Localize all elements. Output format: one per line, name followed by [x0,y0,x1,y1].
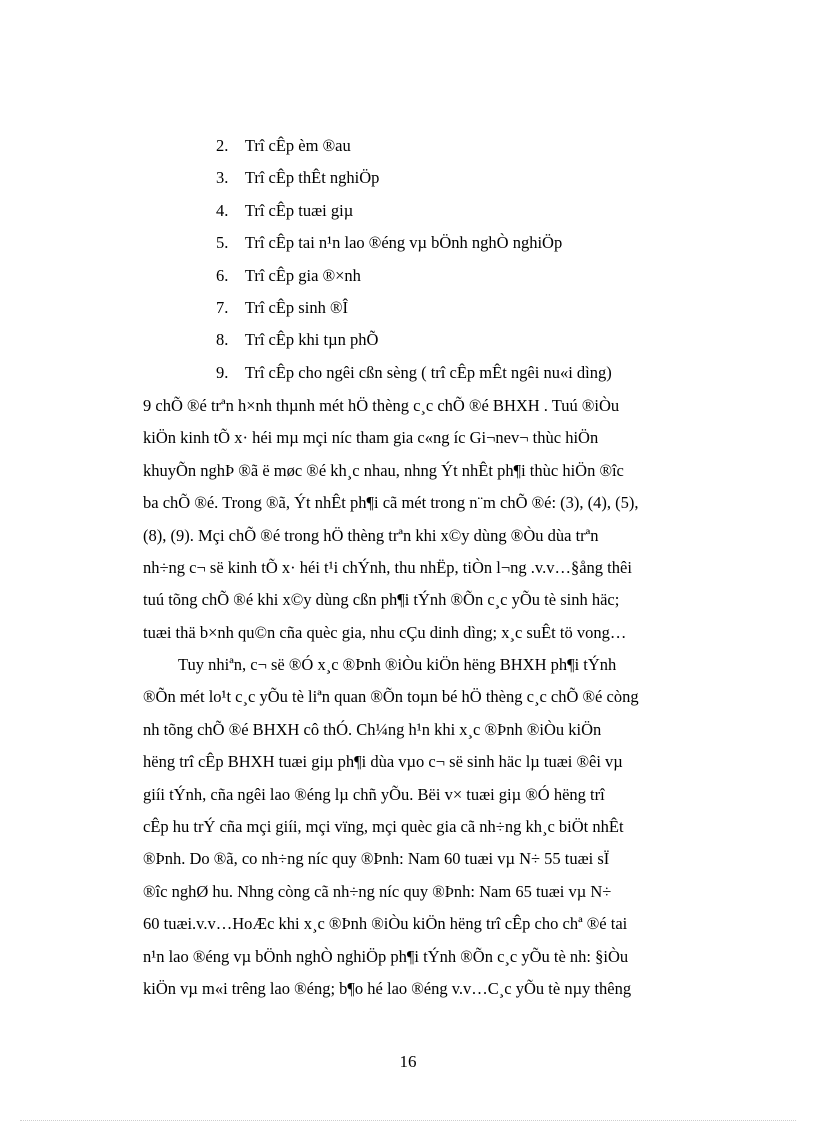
text-line: nh÷ng c¬ së kinh tÕ x· héi t¹i chÝnh, thu nhËp, tiÒn l¬ng .v.v…§ång thêi [143,557,632,577]
text-line: tuæi thä b×nh qu©n cña quèc gia, nhu cÇu dinh dìng; x¸c suÊt tö vong… [143,622,627,642]
text-line: 9 chÕ ®é trªn h×nh thµnh mét hÖ thèng c¸c chÕ ®é BHXH . Tuú ®iÒu [143,396,620,415]
paragraph-overview [143,390,723,649]
text-line: kiÖn vµ m«i trêng lao ®éng; b¶o hé lao ®éng v.v…C¸c yÕu tè nµy thêng [143,978,632,998]
text-line: ba chÕ ®é. Trong ®ã, Ýt nhÊt ph¶i cã mét trong n¨m chÕ ®é: (3), (4), (5), [143,493,639,513]
text-line: khuyÕn nghÞ ®ã ë møc ®é kh¸c nhau, nhng Ýt nhÊt ph¶i thùc hiÖn ®îc [143,460,624,480]
text-line: giíi tÝnh, cña ngêi lao ®éng lµ chñ yÕu. Bëi v× tuæi giµ ®Ó hëng trî [143,784,605,804]
paragraph-conditions [143,649,723,1005]
list-item: 8. Trî cÊp khi tµn phÕ [216,330,379,350]
text-line: ®îc nghØ hu. Nhng còng cã nh÷ng níc quy ®Þnh: Nam 65 tuæi vµ N÷ [143,881,612,901]
text-line: ®Þnh. Do ®ã, co nh÷ng níc quy ®Þnh: Nam 60 tuæi vµ N÷ 55 tuæi sÏ [143,849,610,869]
list-item: 5. Trî cÊp tai n¹n lao ®éng vµ bÖnh nghÒ nghiÖp [216,233,563,253]
list-item: 6. Trî cÊp gia ®×nh [216,265,361,285]
text-line: n¹n lao ®éng vµ bÖnh nghÒ nghiÖp ph¶i tÝnh ®Õn c¸c yÕu tè nh: §iÒu [143,946,629,966]
benefit-list [216,133,612,392]
text-line: 60 tuæi.v.v…HoÆc khi x¸c ®Þnh ®iÒu kiÖn hëng trî cÊp cho chª ®é tai [143,914,628,934]
text-line: Tuy nhiªn, c¬ së ®Ó x¸c ®Þnh ®iÒu kiÖn hëng BHXH ph¶i tÝnh [178,655,617,674]
list-item: 3. Trî cÊp thÊt nghiÖp [216,168,380,188]
text-line: ®Õn mét lo¹t c¸c yÕu tè liªn quan ®Õn toµn bé hÖ thèng c¸c chÕ ®é còng [143,687,639,707]
page-bottom-divider [20,1120,796,1121]
list-item: 2. Trî cÊp èm ®au [216,136,351,155]
text-line: tuú tõng chÕ ®é khi x©y dùng cßn ph¶i tÝnh ®Õn c¸c yÕu tè sinh häc; [143,590,620,610]
text-line: cÊp hu trÝ cña mçi giíi, mçi vïng, mçi quèc gia cã nh÷ng kh¸c biÖt nhÊt [143,816,624,836]
text-line: (8), (9). Mçi chÕ ®é trong hÖ thèng trªn khi x©y dùng ®Òu dùa trªn [143,525,599,545]
text-line: kiÖn kinh tÕ x· héi mµ mçi níc tham gia c«ng íc Gi¬nev¬ thùc hiÖn [143,428,599,448]
text-line: hëng trî cÊp BHXH tuæi giµ ph¶i dùa vµo c¬ së sinh häc lµ tuæi ®êi vµ [143,752,623,772]
text-line: nh tõng chÕ ®é BHXH cô thÓ. Ch¼ng h¹n khi x¸c ®Þnh ®iÒu kiÖn [143,719,602,739]
list-item: 9. Trî cÊp cho ngêi cßn sèng ( trî cÊp mÊt ngêi nu«i dìng) [216,362,612,382]
list-item: 7. Trî cÊp sinh ®Î [216,297,348,317]
list-item: 4. Trî cÊp tuæi giµ [216,200,354,220]
page-number: 16 [399,1052,417,1071]
